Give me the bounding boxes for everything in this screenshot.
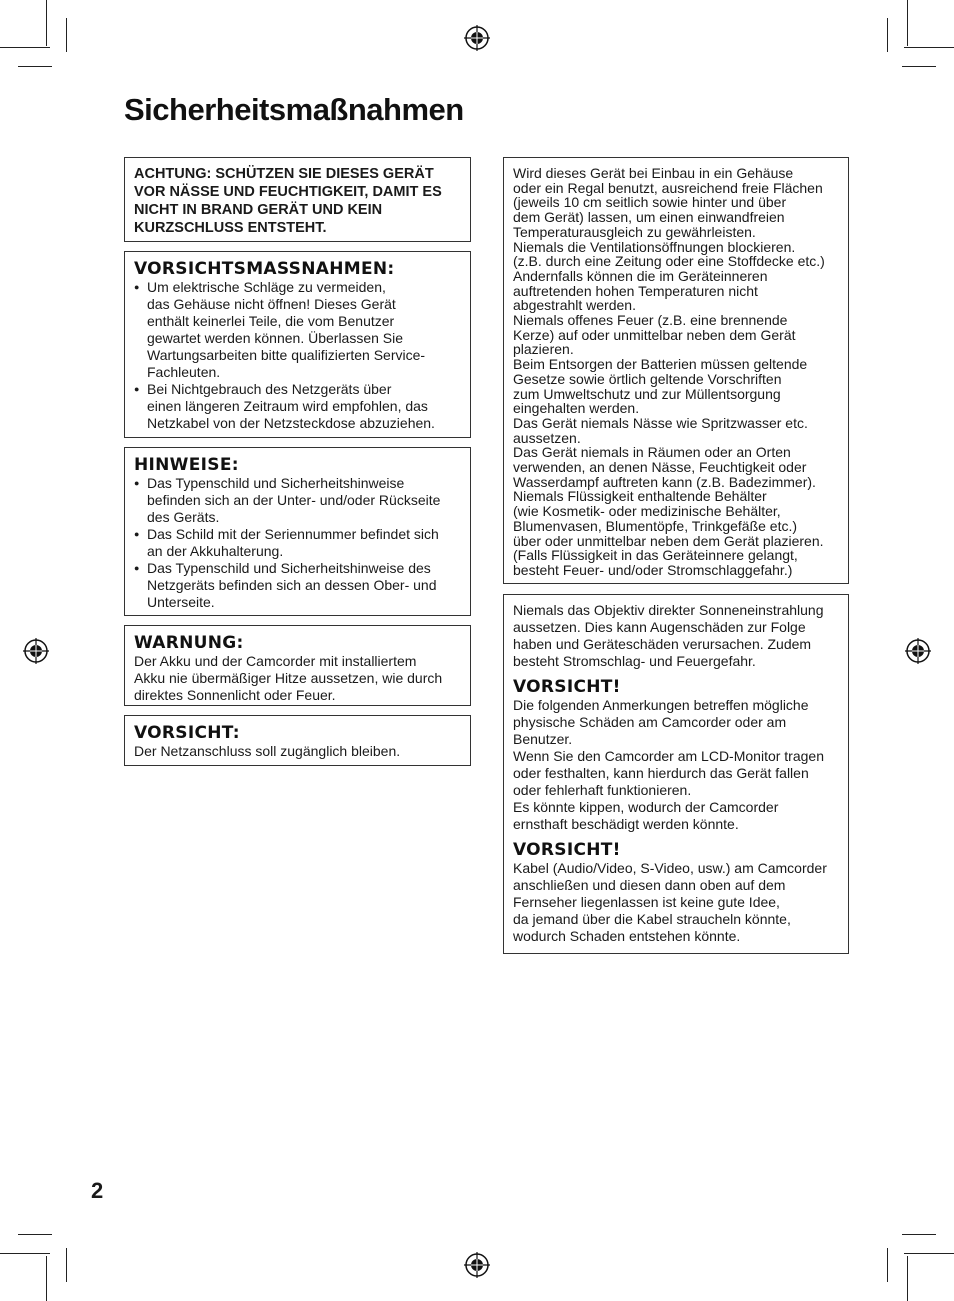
crop-mark (46, 1256, 47, 1301)
vorsichtsmassnahmen-box (124, 251, 471, 438)
warnung-heading: WARNUNG: (134, 633, 244, 653)
vorsicht-heading-2: VORSICHT! (513, 840, 621, 860)
achtung-box (124, 157, 471, 242)
crop-mark (66, 1248, 67, 1282)
installation-box: Wird dieses Gerät bei Einbau in ein Gehäuse oder ein Regal benutzt, ausreichend freie Flächen (jeweils 10 cm seitlich sowie hinter und über dem Gerät) lassen, um einen einwandfreien Temperaturausgleich zu gewährleisten. Niemals die Ventilationsöffnungen blockieren. (z.B. durch eine Zeitung oder eine Stoffdecke etc.) Andernfalls können die im Geräteinneren auftretenden hohen Temperaturen nicht abgestrahlt werden. Niemals offenes Feuer (z.B. eine brennende Kerze) auf oder unmittelbar neben dem Gerät plazieren. Beim Entsorgen der Batterien müssen geltende Gesetze sowie örtlich geltende Vorschriften zum Umweltschutz und zur Müllentsorgung eingehalten werden. Das Gerät niemals Nässe wie Spritzwasser etc. aussetzen. Das Gerät niemals in Räumen oder an Orten verwenden, an denen Nässe, Feuchtigkeit oder Wasserdampf auftreten kann (z.B. Badezimmer). Niemals Flüssigkeit enthaltende Behälter (wie Kosmetik- oder medizinische Behälter, Blumenvasen, Blumentöpfe, Trinkgefäße etc.) über oder unmittelbar neben dem Gerät plazieren. (Falls Flüssigkeit in das Geräteinnere gelangt, besteht Feuer- und/oder Stromschlaggefahr.) (503, 157, 849, 584)
page-number: 2 (91, 1178, 104, 1203)
list-item: ● Bei Nichtgebrauch des Netzgeräts über einen längeren Zeitraum wird empfohlen, das Netzkabel von der Netzsteckdose abzuziehen. (134, 381, 461, 432)
achtung-text: ACHTUNG: SCHÜTZEN SIE DIESES GERÄT VOR NÄSSE UND FEUCHTIGKEIT, DAMIT ES NICHT IN BRAND GERÄT UND KEIN KURZSCHLUSS ENTSTEHT. (134, 166, 442, 236)
crop-mark (46, 0, 47, 46)
vorsicht-heading: VORSICHT: (134, 723, 240, 743)
vorsichtsmassnahmen-list (134, 279, 461, 432)
crop-mark (0, 47, 50, 48)
vorsichtsmassnahmen-heading: VORSICHTSMASSNAHMEN: (134, 259, 395, 279)
crop-mark (904, 1253, 954, 1254)
crop-mark (902, 1234, 936, 1235)
vorsicht-text-1: Die folgenden Anmerkungen betreffen mögliche physische Schäden am Camcorder oder am Benutzer. Wenn Sie den Camcorder am LCD-Monitor tragen oder festhalten, kann hierdurch das Gerät fallen oder fehlerhaft funktionieren. Es könnte kippen, wodurch der Camcorder ernsthaft beschädigt werden könnte. (513, 697, 824, 832)
registration-mark-icon (464, 25, 490, 51)
list-item: ● Das Typenschild und Sicherheitshinweise befinden sich an der Unter- und/oder Rückseite des Geräts. (134, 475, 461, 526)
vorsicht-box (124, 715, 471, 766)
objektiv-box (503, 594, 849, 954)
list-item: ● Das Typenschild und Sicherheitshinweise des Netzgeräts befinden sich an dessen Ober- und Unterseite. (134, 560, 461, 611)
registration-mark-icon (464, 1252, 490, 1278)
crop-mark (902, 66, 936, 67)
page-title: Sicherheitsmaßnahmen (124, 92, 464, 127)
list-item: ● Um elektrische Schläge zu vermeiden, das Gehäuse nicht öffnen! Dieses Gerät enthält keinerlei Teile, die vom Benutzer gewartet werden können. Überlassen Sie Wartungsarbeiten bitte qualifizierten Service- Fachleuten. (134, 279, 461, 381)
hinweise-list (134, 475, 461, 611)
crop-mark (66, 18, 67, 52)
crop-mark (907, 1256, 908, 1301)
warnung-text: Der Akku und der Camcorder mit installiertem Akku nie übermäßiger Hitze aussetzen, wie durch direktes Sonnenlicht oder Feuer. (134, 653, 443, 703)
warnung-box (124, 625, 471, 706)
objektiv-text: Niemals das Objektiv direkter Sonneneinstrahlung aussetzen. Dies kann Augenschäden zur Folge haben und Geräteschäden verursachen. Zudem besteht Stromschlag- und Feuergefahr. (513, 602, 824, 669)
registration-mark-icon (905, 638, 931, 664)
crop-mark (887, 18, 888, 52)
vorsicht-text-2: Kabel (Audio/Video, S-Video, usw.) am Camcorder anschließen und diesen dann oben auf dem Fernseher liegenlassen ist keine gute Idee, da jemand über die Kabel straucheln könnte, wodurch Schaden entstehen könnte. (513, 860, 827, 944)
list-item: ● Das Schild mit der Seriennummer befindet sich an der Akkuhalterung. (134, 526, 461, 560)
vorsicht-text: Der Netzanschluss soll zugänglich bleiben. (134, 743, 401, 759)
hinweise-box (124, 447, 471, 616)
crop-mark (18, 1234, 52, 1235)
hinweise-heading: HINWEISE: (134, 455, 239, 475)
crop-mark (904, 47, 954, 48)
registration-mark-icon (23, 638, 49, 664)
vorsicht-heading-1: VORSICHT! (513, 677, 621, 697)
crop-mark (907, 0, 908, 46)
crop-mark (18, 66, 52, 67)
crop-mark (0, 1253, 50, 1254)
crop-mark (887, 1248, 888, 1282)
